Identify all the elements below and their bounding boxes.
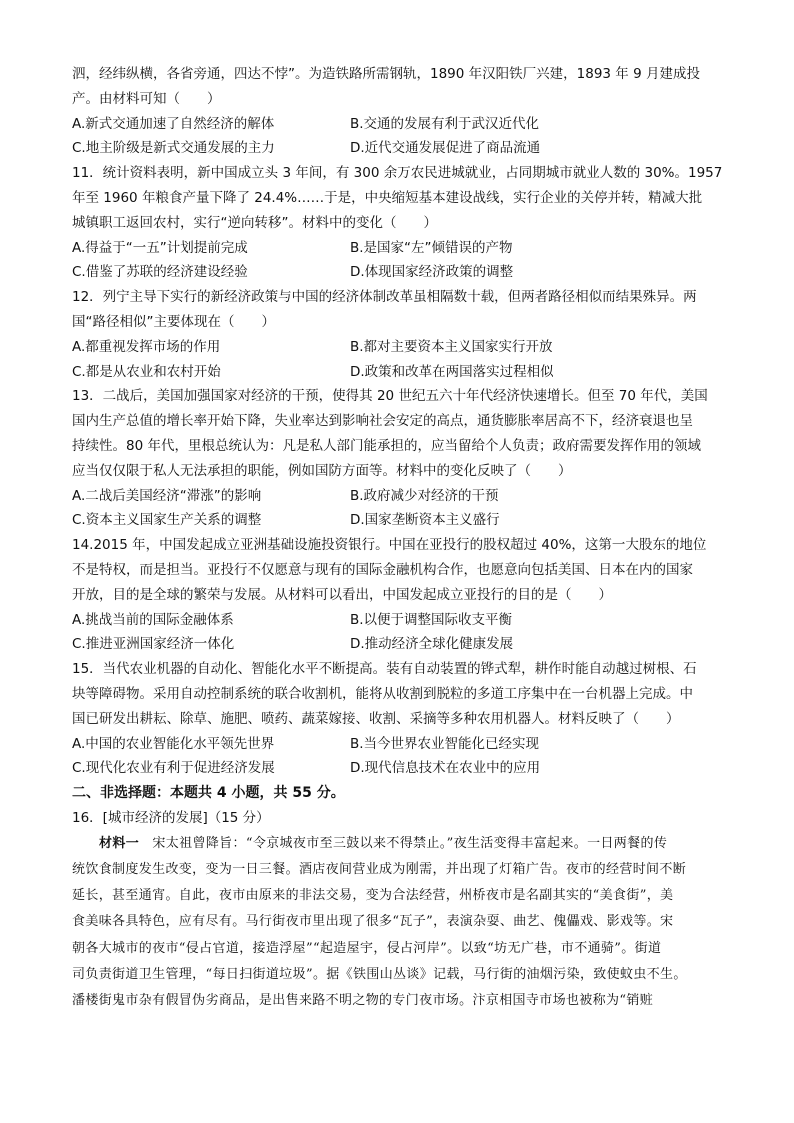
q16-material-first-line xyxy=(72,831,722,857)
q14-stem-line: 14.2015 年，中国发起成立亚洲基础设施投资银行。中国在亚投行的股权超过 40%，这第一大股东的地位 xyxy=(72,537,707,554)
q10-option-b: B.交通的发展有利于武汉近代化 xyxy=(350,115,540,132)
q11-option-b: B.是国家“左”倾错误的产物 xyxy=(350,239,513,256)
q12-stem-line: 国“路径相似”主要体现在（ ） xyxy=(72,313,275,330)
q12-option-d: D.政策和改革在两国落实过程相似 xyxy=(350,363,554,380)
q13-stem-line: 13．二战后，美国加强国家对经济的干预，使得其 20 世纪五六十年代经济快速增长。但至 70 年代，美国 xyxy=(72,388,708,405)
section-heading: 二、非选择题：本题共 4 小题，共 55 分。 xyxy=(72,785,345,802)
q15-option-a: A.中国的农业智能化水平领先世界 xyxy=(72,735,275,752)
q10-line-2: 产。由材料可知（ ） xyxy=(72,90,221,107)
q16-material-line: 食美味各具特色，应有尽有。马行街夜市里出现了很多“瓦子”，表演杂耍、曲艺、傀儡戏、影戏等。宋 xyxy=(72,914,674,930)
q12-option-a: A.都重视发挥市场的作用 xyxy=(72,338,221,355)
q10-option-d: D.近代交通发展促进了商品流通 xyxy=(350,140,541,157)
q15-stem-line: 块等障碍物。采用自动控制系统的联合收割机，能将从收割到脱粒的多道工序集中在一台机器上完成。中 xyxy=(72,685,693,702)
q14-options-row-2 xyxy=(72,632,722,657)
q15-option-d: D.现代信息技术在农业中的应用 xyxy=(350,760,541,777)
q14-options-row-1 xyxy=(72,608,722,633)
q16-material-line: 统饮食制度发生改变，变为一日三餐。酒店夜间营业成为刚需，并出现了灯箱广告。夜市的经营时间不断 xyxy=(72,862,687,878)
q11-stem-line: 城镇职工返回农村，实行“逆向转移”。材料中的变化（ ） xyxy=(72,214,437,231)
q13-option-d: D.国家垄断资本主义盛行 xyxy=(350,512,500,529)
q15-option-b: B.当今世界农业智能化已经实现 xyxy=(350,735,540,752)
q15-options-row-1 xyxy=(72,732,722,757)
exam-page xyxy=(72,62,722,1014)
q11-options-row-2 xyxy=(72,260,722,285)
q15-stem-line: 15．当代农业机器的自动化、智能化水平不断提高。装有自动装置的铧式犁，耕作时能自动越过树根、石 xyxy=(72,661,697,678)
q10-option-a: A.新式交通加速了自然经济的解体 xyxy=(72,115,275,132)
q10-line-1: 泗，经纬纵横，各省旁通，四达不悖”。为造铁路所需钢轨，1890 年汉阳铁厂兴建，1893 年 9 月建成投 xyxy=(72,66,700,82)
q14-option-d: D.推动经济全球化健康发展 xyxy=(350,636,514,653)
q11-option-c: C.借鉴了苏联的经济建设经验 xyxy=(72,264,248,281)
q11-option-a: A.得益于“一五”计划提前完成 xyxy=(72,239,248,256)
q13-options-row-1 xyxy=(72,484,722,509)
q10-option-c: C.地主阶级是新式交通发展的主力 xyxy=(72,140,275,157)
q13-options-row-2 xyxy=(72,508,722,533)
q15-stem-line: 国已研发出耕耘、除草、施肥、喷药、蔬菜嫁接、收割、采摘等多种农用机器人。材料反映了（ ） xyxy=(72,710,680,727)
q14-option-b: B.以便于调整国际收支平衡 xyxy=(350,611,513,628)
q13-option-a: A.二战后美国经济“滞涨”的影响 xyxy=(72,487,262,504)
q13-stem-line: 应当仅仅限于私人无法承担的职能，例如国防方面等。材料中的变化反映了（ ） xyxy=(72,462,572,479)
q13-stem-line: 持续性。80 年代，里根总统认为：凡是私人部门能承担的，应当留给个人负责；政府需要发挥作用的领域 xyxy=(72,437,701,454)
q10-options-row-1 xyxy=(72,112,722,137)
q11-stem-line: 11．统计资料表明，新中国成立头 3 年间，有 300 余万农民进城就业，占同期城市就业人数的 30%。1957 xyxy=(72,165,723,182)
q16-material-line: 延长，甚至通宵。自此，夜市由原来的非法交易，变为合法经营，州桥夜市是名副其实的“美食街”，美 xyxy=(72,888,674,904)
q15-option-c: C.现代化农业有利于促进经济发展 xyxy=(72,760,275,777)
q16-material-line: 司负责街道卫生管理，“每日扫街道垃圾”。据《铁围山丛谈》记载，马行街的油烟污染，致使蚊虫不生。 xyxy=(72,966,687,982)
q14-option-a: A.挑战当前的国际金融体系 xyxy=(72,611,234,628)
material-text: 宋太祖曾降旨：“令京城夜市至三鼓以来不得禁止。”夜生活变得丰富起来。一日两餐的传 xyxy=(139,835,668,851)
q16-title: 16．[城市经济的发展]（15 分） xyxy=(72,810,270,827)
q13-option-b: B.政府减少对经济的干预 xyxy=(350,487,499,504)
q13-option-c: C.资本主义国家生产关系的调整 xyxy=(72,512,262,529)
q12-option-c: C.都是从农业和农村开始 xyxy=(72,363,221,380)
q16-material-line: 朝各大城市的夜市“侵占官道，接造浮屋”“起造屋宇，侵占河岸”。以致“坊无广巷，市不通骑”。街道 xyxy=(72,940,662,956)
q11-stem-line: 年至 1960 年粮食产量下降了 24.4%……于是，中央缩短基本建设战线，实行企业的关停并转，精减大批 xyxy=(72,189,703,206)
q11-option-d: D.体现国家经济政策的调整 xyxy=(350,264,514,281)
q13-stem-line: 国内生产总值的增长率开始下降，失业率达到影响社会安定的高点，通货膨胀率居高不下，经济衰退也呈 xyxy=(72,413,693,430)
material-label: 材料一 xyxy=(99,835,140,851)
q14-stem-line: 不是特权，而是担当。亚投行不仅愿意与现有的国际金融机构合作，也愿意向包括美国、日本在内的国家 xyxy=(72,561,693,578)
q16-material-line: 潘楼街鬼市杂有假冒伪劣商品，是出售来路不明之物的专门夜市场。汴京相国寺市场也被称为“销赃 xyxy=(72,993,654,1009)
q14-option-c: C.推进亚洲国家经济一体化 xyxy=(72,636,235,653)
q12-options-row-2 xyxy=(72,360,722,385)
q12-option-b: B.都对主要资本主义国家实行开放 xyxy=(350,338,553,355)
q10-options-row-2 xyxy=(72,136,722,161)
q12-options-row-1 xyxy=(72,335,722,360)
q15-options-row-2 xyxy=(72,756,722,781)
q11-options-row-1 xyxy=(72,236,722,261)
q12-stem-line: 12．列宁主导下实行的新经济政策与中国的经济体制改革虽相隔数十载，但两者路径相似而结果殊异。两 xyxy=(72,289,697,306)
q14-stem-line: 开放，目的是全球的繁荣与发展。从材料可以看出，中国发起成立亚投行的目的是（ ） xyxy=(72,586,612,603)
